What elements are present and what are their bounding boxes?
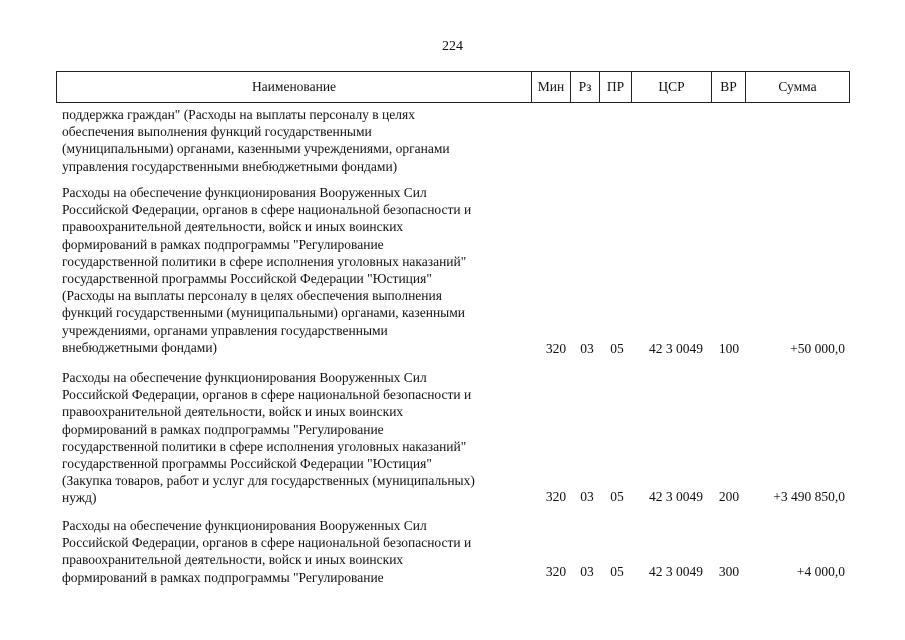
row-name-line: обеспечения выполнения функций государственными <box>62 124 372 140</box>
row-name-line: управления государственными внебюджетными фондами) <box>62 158 398 174</box>
row-rz: 03 <box>580 341 594 356</box>
row-name-line: функций государственными (муниципальными) органами, казенными <box>62 305 466 321</box>
row-min: 320 <box>545 489 567 504</box>
row-csr: 42 3 0049 <box>649 341 703 356</box>
row-name <box>62 184 527 356</box>
row-csr: 42 3 0049 <box>649 489 703 504</box>
row-vr: 100 <box>718 341 740 356</box>
row-pr: 05 <box>610 341 624 356</box>
row-name-line: (Закупка товаров, работ и услуг для государственных (муниципальных) <box>62 473 475 489</box>
row-name-line: поддержка граждан" (Расходы на выплаты персоналу в целях <box>62 107 415 122</box>
row-name-line: формирований в рамках подпрограммы "Регулирование <box>62 421 384 437</box>
row-name-line: государственной программы Российской Федерации "Юстиция" <box>62 456 432 472</box>
row-name-line: (муниципальными) органами, казенными учреждениями, органами <box>62 141 450 157</box>
page-number: 224 <box>442 39 463 54</box>
row-name-line: правоохранительной деятельности, войск и иных воинских <box>62 404 404 420</box>
row-name-line: формирований в рамках подпрограммы "Регулирование <box>62 236 384 252</box>
row-pr: 05 <box>610 489 624 504</box>
row-name-line: учреждениями, органами управления государственными <box>62 322 388 338</box>
row-name-line: внебюджетными фондами) <box>62 339 218 355</box>
row-name-line: Расходы на обеспечение функционирования Вооруженных Сил <box>62 370 427 385</box>
row-name-line: Российской Федерации, органов в сфере национальной безопасности и <box>62 535 472 551</box>
row-vr: 300 <box>718 564 740 579</box>
header-name: Наименование <box>251 79 337 94</box>
row-name-line: нужд) <box>62 490 97 506</box>
row-name-line: государственной политики в сфере исполнения уголовных наказаний" <box>62 438 467 454</box>
table-header <box>56 71 850 103</box>
row-name-line: правоохранительной деятельности, войск и иных воинских <box>62 219 404 235</box>
row-name-line: государственной политики в сфере исполнения уголовных наказаний" <box>62 253 467 269</box>
row-name <box>62 517 527 586</box>
header-sum: Сумма <box>745 72 849 102</box>
row-csr: 42 3 0049 <box>649 564 703 579</box>
row-sum: +3 490 850,0 <box>773 489 845 504</box>
row-name-line: правоохранительной деятельности, войск и иных воинских <box>62 552 404 568</box>
row-name-line: государственной программы Российской Федерации "Юстиция" <box>62 271 432 287</box>
header-pr: ПР <box>599 72 631 102</box>
row-vr: 200 <box>718 489 740 504</box>
row-name-line: Расходы на обеспечение функционирования Вооруженных Сил <box>62 185 427 200</box>
row-pr: 05 <box>610 564 624 579</box>
row-sum: +4 000,0 <box>796 564 845 579</box>
row-name <box>62 106 527 175</box>
header-rz: Рз <box>570 72 599 102</box>
row-sum: +50 000,0 <box>790 341 845 356</box>
row-name <box>62 369 527 507</box>
header-min: Мин <box>531 72 570 102</box>
header-vr: ВР <box>711 72 745 102</box>
row-min: 320 <box>545 341 567 356</box>
row-name-line: формирований в рамках подпрограммы "Регулирование <box>62 569 384 585</box>
row-name-line: Российской Федерации, органов в сфере национальной безопасности и <box>62 202 472 218</box>
row-name-line: Российской Федерации, органов в сфере национальной безопасности и <box>62 387 472 403</box>
row-name-line: Расходы на обеспечение функционирования Вооруженных Сил <box>62 518 427 533</box>
row-min: 320 <box>545 564 567 579</box>
row-name-line: (Расходы на выплаты персоналу в целях обеспечения выполнения <box>62 288 442 304</box>
row-rz: 03 <box>580 564 594 579</box>
header-csr: ЦСР <box>631 72 711 102</box>
row-rz: 03 <box>580 489 594 504</box>
